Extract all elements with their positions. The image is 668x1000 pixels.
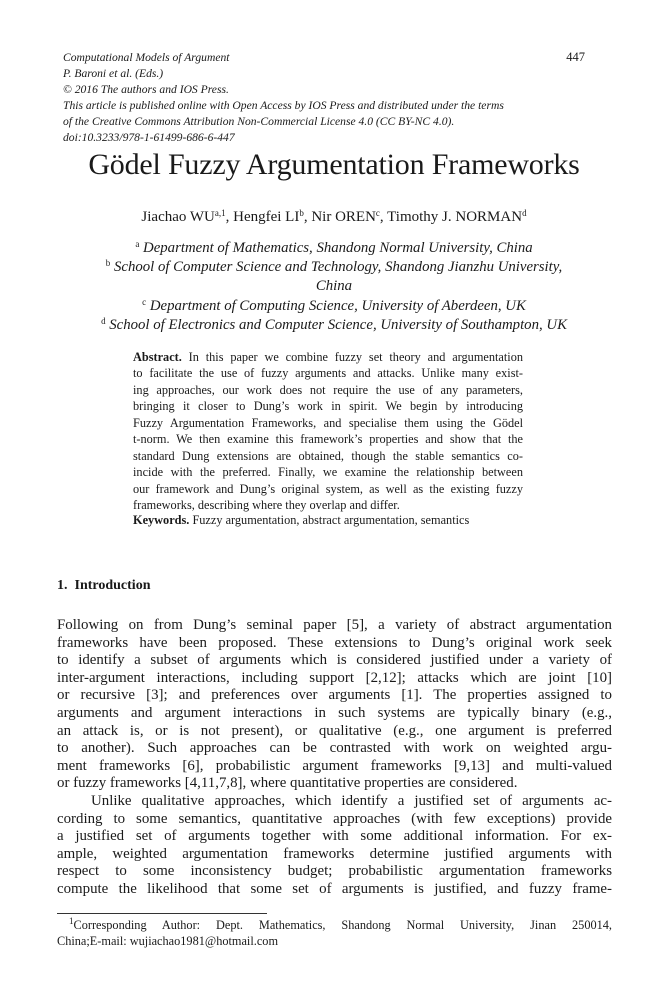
author-list: Jiachao WU$^{a,1}$, Hengfei $LI^b$, Nir OREN$^c$, Timothy J. NORMAN$^d$ <box>141 208 527 225</box>
affiliation <box>40 239 628 258</box>
author-name: Nir OREN <box>311 209 376 225</box>
author-name: Timothy J. NORMAN <box>387 209 523 225</box>
header-line: of the Creative Commons Attribution Non-Commercial License 4.0 (CC BY-NC 4.0). <box>63 114 455 128</box>
body-line: cording to some semantics, quantitative approaches (with few exceptions) provide <box>57 810 612 827</box>
section-title: Introduction <box>74 578 151 593</box>
author-name: Jiachao WU <box>141 209 215 225</box>
body-line: Following on from Dung’s seminal paper [5], a variety of abstract argumentation <box>57 617 612 633</box>
aff-text: Department of Mathematics, Shandong Normal University, China <box>143 240 533 256</box>
abstract-line: incide with the preferred. Finally, we examine the relationship between <box>133 465 523 480</box>
abstract-line: t-norm. We then examine this framework’s properties and show that the <box>133 432 523 447</box>
keywords-text: Fuzzy argumentation, abstract argumentation, semantics <box>192 513 470 527</box>
affiliation <box>40 297 628 316</box>
affiliation <box>40 258 628 277</box>
abstract-line: standard Dung extensions are obtained, though the stable semantics co- <box>133 448 523 463</box>
author-sup: d <box>522 208 527 218</box>
abstract-line: Fuzzy Argumentation Frameworks, and specialise them using the Gödel <box>133 415 523 430</box>
aff-text: School of Computer Science and Technology, Shandong Jianzhu University, <box>113 259 563 276</box>
footnote-line <box>57 917 612 933</box>
body-line: respect to some inconsistency budget; probabilistic argumentation frameworks <box>57 863 612 880</box>
abstract-line: frameworks, describing where they overlap and differ. <box>133 497 400 512</box>
section-heading <box>57 578 150 594</box>
aff-text: School of Electronics and Computer Science, University of Southampton, UK <box>109 316 567 333</box>
footnote <box>57 917 612 949</box>
keywords-label: Keywords. <box>133 513 190 527</box>
header-line: This article is published online with Open Access by IOS Press and distributed under the terms <box>63 98 504 112</box>
body-line: arguments and argument interactions in such systems are typically binary (e.g., <box>57 704 612 721</box>
body-line: or recursive [3]; and preferences over arguments [1]. The properties assigned to <box>57 687 612 704</box>
header-line: P. Baroni et al. (Eds.) <box>63 66 164 80</box>
abstract-label: Abstract. <box>133 350 182 364</box>
body-line: to identify a subset of arguments which is considered justified under a variety of <box>57 652 612 669</box>
section-number: 1. <box>57 578 68 593</box>
aff-sup: c <box>142 296 147 307</box>
aff-sup: d <box>101 315 106 326</box>
keywords <box>133 513 469 528</box>
affiliations <box>40 239 628 335</box>
affiliation-cont: China <box>315 278 353 295</box>
footnote-sup: 1 <box>69 916 74 926</box>
author-sup: c <box>375 208 380 218</box>
footnote-line: China;E-mail: wujiachao1981@hotmail.com <box>57 934 279 948</box>
paper-title: Gödel Fuzzy Argumentation Frameworks <box>88 148 580 181</box>
footnote-rule <box>57 913 267 914</box>
page-number: 447 <box>566 50 585 64</box>
abstract-line: bringing it closer to Dung’s work in spirit. We begin by introducing <box>133 399 523 414</box>
affiliation <box>40 316 628 335</box>
abstract-line: our framework and Dung’s original system, as well as the existing fuzzy <box>133 481 523 496</box>
abstract <box>133 349 523 513</box>
header-line: Computational Models of Argument <box>63 51 230 64</box>
body-line: ment frameworks [6], probabilistic argument frameworks [9,13] and multi-valued <box>57 757 612 774</box>
aff-text: Department of Computing Science, University of Aberdeen, UK <box>149 297 526 314</box>
body-text <box>57 617 612 899</box>
abstract-line: to facilitate the use of fuzzy arguments and attacks. Unlike many exist- <box>133 366 523 381</box>
aff-sup: a <box>135 239 140 249</box>
body-line: frameworks have been proposed. These extensions to Dung’s original work seek <box>57 634 612 651</box>
abstract-line: ing approaches, our work does not require the use of any parameters, <box>133 382 523 397</box>
body-line: ample, weighted argumentation frameworks determine justified arguments with <box>57 845 612 862</box>
body-line: to another). Such approaches can be contrasted with work on weighted argu- <box>57 740 612 757</box>
abstract-line <box>133 349 523 365</box>
author-name: Hengfei LI <box>233 209 300 225</box>
header-doi: doi:10.3233/978-1-61499-686-6-447 <box>63 130 235 144</box>
aff-sup: b <box>105 258 111 269</box>
body-line: an attack is, or is not present), or qualitative (e.g., one argument is preferred <box>57 722 612 739</box>
body-line: compute the likelihood that some set of arguments is justified, and fuzzy frame- <box>57 880 612 897</box>
footnote-text: Corresponding Author: Dept. Mathematics, Shandong Normal University, Jinan 250014, <box>73 918 612 932</box>
author-sup: a,1 <box>214 208 226 218</box>
body-line: or fuzzy frameworks [4,11,7,8], where quantitative properties are considered. <box>57 775 518 792</box>
abstract-text: In this paper we combine fuzzy set theory and argumentation <box>188 350 524 364</box>
body-line: a justified set of arguments together with some additional information. For ex- <box>57 828 612 845</box>
author-sup: b <box>299 208 304 218</box>
publication-header <box>63 50 583 145</box>
body-line: inter-argument interactions, including support [2,12]; attacks which are joint [10] <box>57 669 612 686</box>
header-line: © 2016 The authors and IOS Press. <box>63 82 229 96</box>
body-line: Unlike qualitative approaches, which identify a justified set of arguments ac- <box>91 792 612 809</box>
